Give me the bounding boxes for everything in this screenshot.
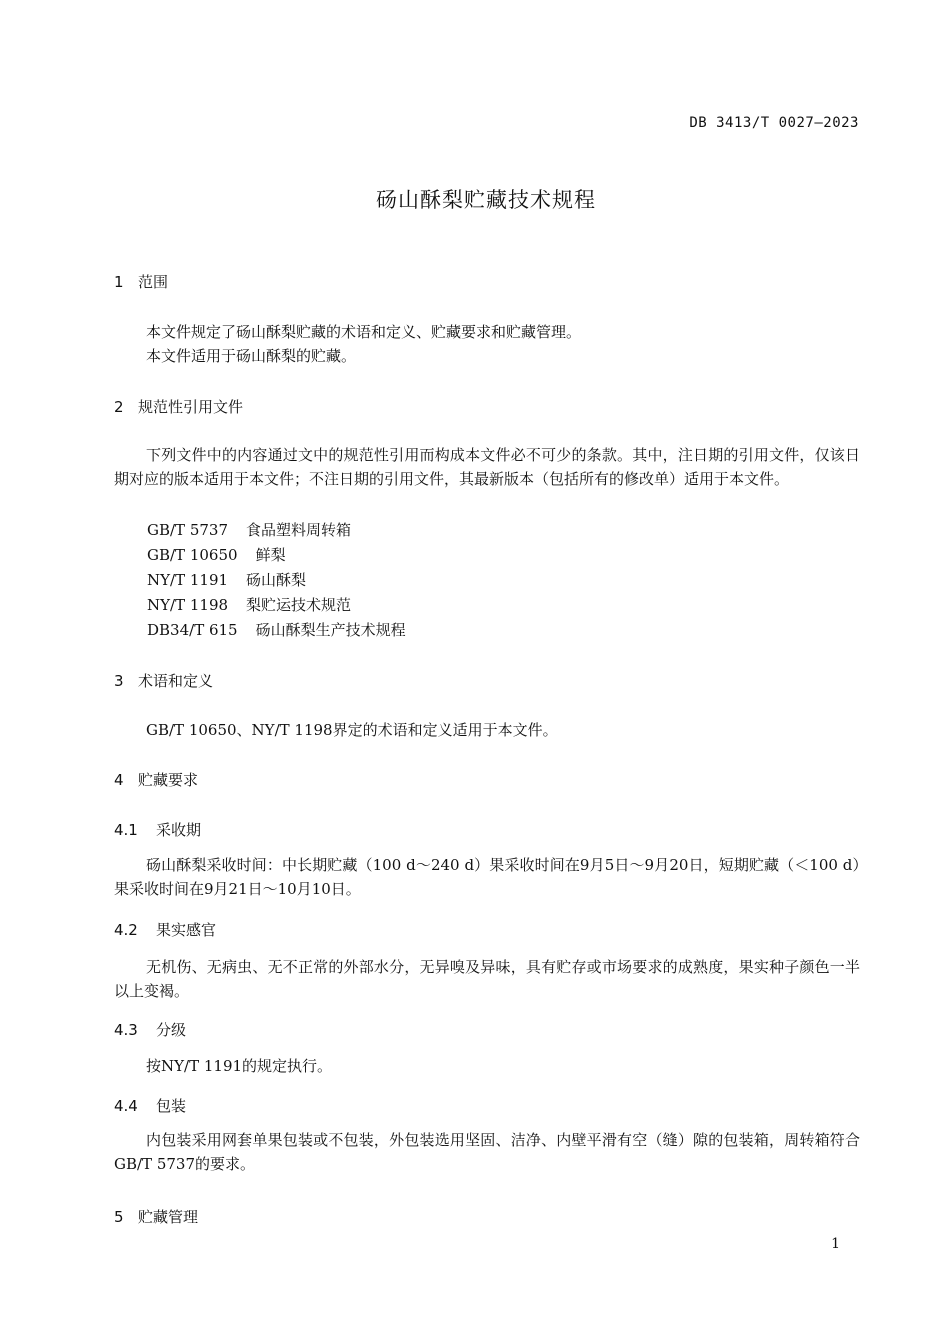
subsection-title: 分级 (156, 1021, 187, 1039)
section-title: 贮藏管理 (138, 1208, 199, 1226)
section-2-heading (114, 396, 243, 417)
section-number: 3 (114, 672, 124, 690)
subsection-number: 4.2 (114, 921, 138, 939)
document-title: 砀山酥梨贮藏技术规程 (376, 188, 596, 212)
reference-item (147, 619, 406, 640)
subsection-4-3-heading (114, 1019, 186, 1040)
scope-paragraph-1: 本文件规定了砀山酥梨贮藏的术语和定义、贮藏要求和贮藏管理。 (146, 323, 582, 341)
scope-paragraph-2: 本文件适用于砀山酥梨的贮藏。 (146, 347, 357, 365)
subsection-title: 果实感官 (156, 921, 217, 939)
reference-item (147, 569, 306, 590)
reference-code: NY/T 1191 (147, 571, 229, 589)
section-number: 5 (114, 1208, 124, 1226)
harvest-paragraph: 砀山酥梨采收时间：中长期贮藏（100 d～240 d）果采收时间在9月5日～9月20日，短期贮藏（＜100 d）果采收时间在9月21日～10月10日。 (114, 856, 860, 898)
reference-name: 食品塑料周转箱 (246, 521, 352, 539)
section-number: 4 (114, 771, 124, 789)
subsection-4-2-heading (114, 919, 216, 940)
subsection-title: 包装 (156, 1097, 187, 1115)
grading-paragraph: 按NY/T 1191的规定执行。 (146, 1057, 333, 1075)
reference-name: 砀山酥梨 (246, 571, 307, 589)
subsection-number: 4.4 (114, 1097, 138, 1115)
subsection-number: 4.1 (114, 821, 138, 839)
packaging-paragraph: 内包装采用网套单果包装或不包装，外包装选用坚固、洁净、内壁平滑有空（缝）隙的包装箱，周转箱符合GB/T 5737的要求。 (114, 1131, 860, 1173)
subsection-4-4-heading (114, 1095, 186, 1116)
standard-number: DB 3413/T 0027—2023 (689, 115, 859, 131)
section-title: 范围 (138, 273, 169, 291)
reference-item (147, 594, 351, 615)
reference-name: 砀山酥梨生产技术规程 (255, 621, 406, 639)
reference-item (147, 519, 351, 540)
page-number: 1 (831, 1236, 840, 1252)
sensory-paragraph: 无机伤、无病虫、无不正常的外部水分，无异嗅及异味，具有贮存或市场要求的成熟度，果实种子颜色一半以上变褐。 (114, 958, 860, 1000)
subsection-number: 4.3 (114, 1021, 138, 1039)
reference-item (147, 544, 286, 565)
references-intro: 下列文件中的内容通过文中的规范性引用而构成本文件必不可少的条款。其中，注日期的引用文件，仅该日期对应的版本适用于本文件；不注日期的引用文件，其最新版本（包括所有的修改单）适用于本文件。 (114, 446, 860, 488)
section-number: 1 (114, 273, 124, 291)
reference-code: NY/T 1198 (147, 596, 229, 614)
subsection-title: 采收期 (156, 821, 202, 839)
terms-paragraph: GB/T 10650、NY/T 1198界定的术语和定义适用于本文件。 (146, 721, 558, 739)
section-title: 术语和定义 (138, 672, 214, 690)
reference-code: GB/T 5737 (147, 521, 229, 539)
section-3-heading (114, 670, 213, 691)
section-4-heading (114, 769, 198, 790)
section-title: 贮藏要求 (138, 771, 199, 789)
reference-code: GB/T 10650 (147, 546, 238, 564)
subsection-4-1-heading (114, 819, 201, 840)
section-number: 2 (114, 398, 124, 416)
section-5-heading (114, 1206, 198, 1227)
reference-code: DB34/T 615 (147, 621, 238, 639)
reference-name: 鲜梨 (255, 546, 286, 564)
reference-name: 梨贮运技术规范 (246, 596, 352, 614)
section-title: 规范性引用文件 (138, 398, 244, 416)
section-1-heading (114, 271, 168, 292)
